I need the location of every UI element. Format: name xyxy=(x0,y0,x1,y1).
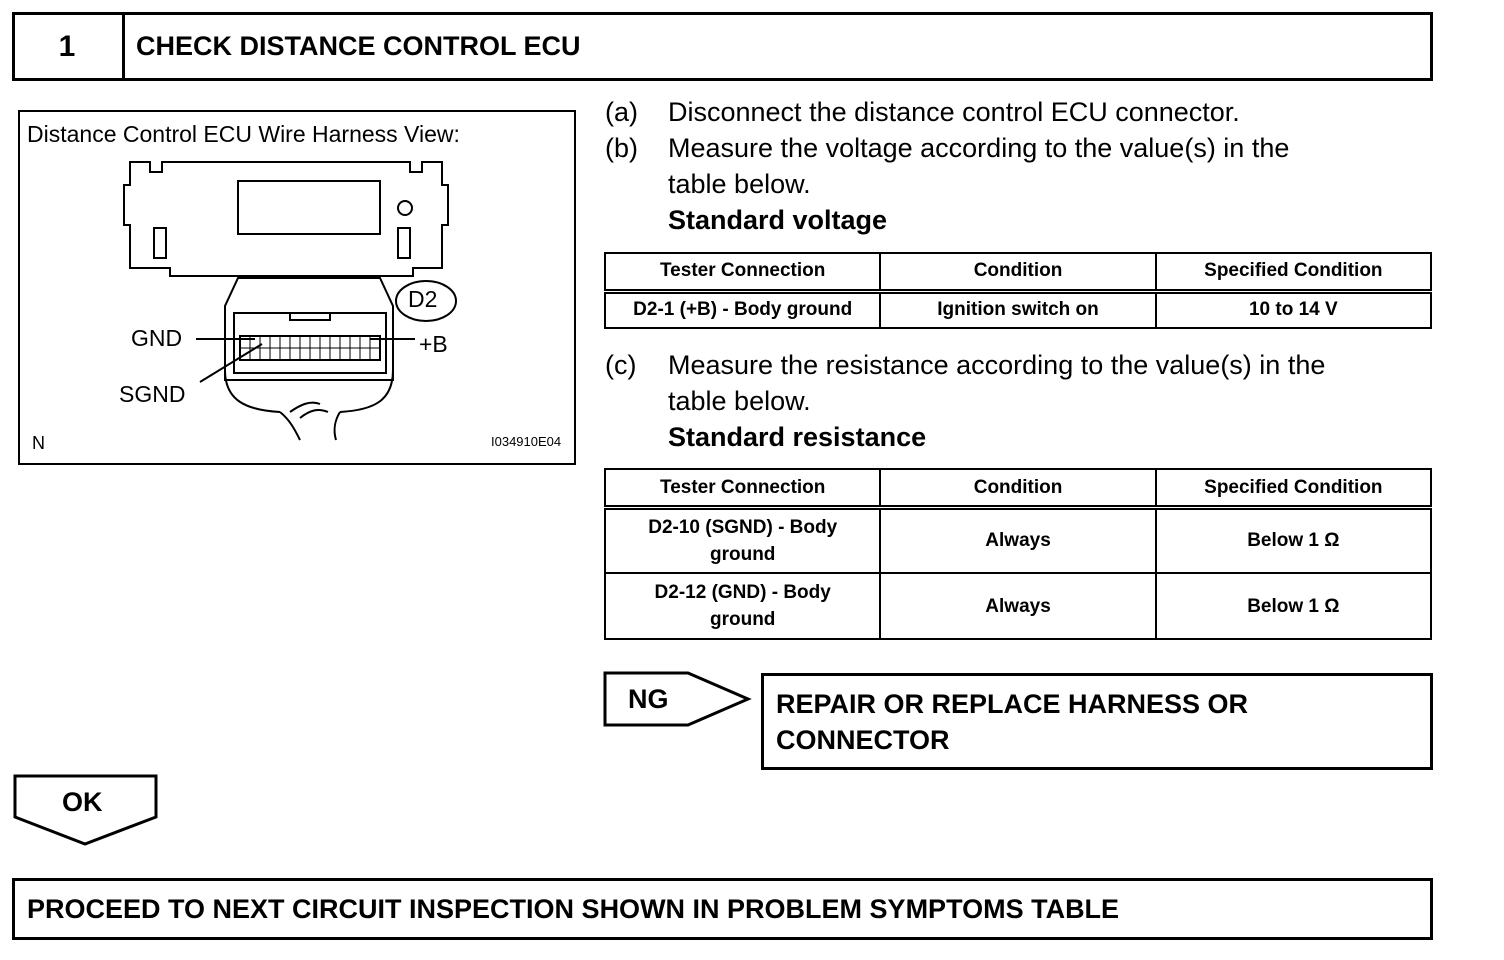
connector-id-label: D2 xyxy=(408,286,438,312)
ng-arrow xyxy=(600,668,760,734)
voltage-cell: Ignition switch on xyxy=(880,291,1155,328)
proceed-box xyxy=(12,878,1433,940)
resistance-cell: Always xyxy=(880,507,1155,573)
ok-label: OK xyxy=(62,787,103,817)
resistance-heading: Standard resistance xyxy=(668,422,927,452)
resistance-header-tester: Tester Connection xyxy=(605,469,880,507)
ng-label: NG xyxy=(628,684,669,714)
step-number: 1 xyxy=(12,12,125,81)
voltage-heading: Standard voltage xyxy=(668,205,888,235)
plus-b-label: +B xyxy=(419,331,448,357)
table-row xyxy=(605,507,1431,573)
corner-mark: N xyxy=(32,433,45,453)
resistance-table xyxy=(604,468,1432,640)
ng-result-line2: CONNECTOR xyxy=(776,725,950,755)
step-title: CHECK DISTANCE CONTROL ECU xyxy=(136,31,581,61)
resistance-cell: D2-10 (SGND) - Body ground xyxy=(605,507,880,573)
step-b-line2: table below. xyxy=(668,169,811,199)
resistance-cell: Below 1 Ω xyxy=(1156,573,1431,639)
proceed-text: PROCEED TO NEXT CIRCUIT INSPECTION SHOWN IN PROBLEM SYMPTOMS TABLE xyxy=(27,893,1120,924)
voltage-header-condition: Condition xyxy=(880,253,1155,291)
resistance-cell: Below 1 Ω xyxy=(1156,507,1431,573)
voltage-cell: 10 to 14 V xyxy=(1156,291,1431,328)
voltage-header-tester: Tester Connection xyxy=(605,253,880,291)
step-c-line2: table below. xyxy=(668,386,811,416)
illustration-code: I034910E04 xyxy=(491,434,562,449)
voltage-cell: D2-1 (+B) - Body ground xyxy=(605,291,880,328)
table-row xyxy=(605,573,1431,639)
ng-result-line1: REPAIR OR REPLACE HARNESS OR xyxy=(776,689,1249,719)
table-row xyxy=(605,291,1431,328)
voltage-table xyxy=(604,252,1432,329)
resistance-header-condition: Condition xyxy=(880,469,1155,507)
step-c-line1: Measure the resistance according to the value(s) in the xyxy=(668,350,1326,380)
resistance-header-specified: Specified Condition xyxy=(1156,469,1431,507)
voltage-header-specified: Specified Condition xyxy=(1156,253,1431,291)
step-a-letter: (a) xyxy=(605,97,638,127)
step-a-text: Disconnect the distance control ECU connector. xyxy=(668,97,1240,127)
step-c-letter: (c) xyxy=(605,350,637,380)
resistance-cell: Always xyxy=(880,573,1155,639)
illustration-title: Distance Control ECU Wire Harness View: xyxy=(27,121,460,147)
ng-result-box xyxy=(761,673,1433,770)
sgnd-label: SGND xyxy=(119,381,186,407)
gnd-label: GND xyxy=(131,325,183,351)
step-b-letter: (b) xyxy=(605,133,638,163)
step-b-line1: Measure the voltage according to the value(s) in the xyxy=(668,133,1290,163)
resistance-cell: D2-12 (GND) - Body ground xyxy=(605,573,880,639)
